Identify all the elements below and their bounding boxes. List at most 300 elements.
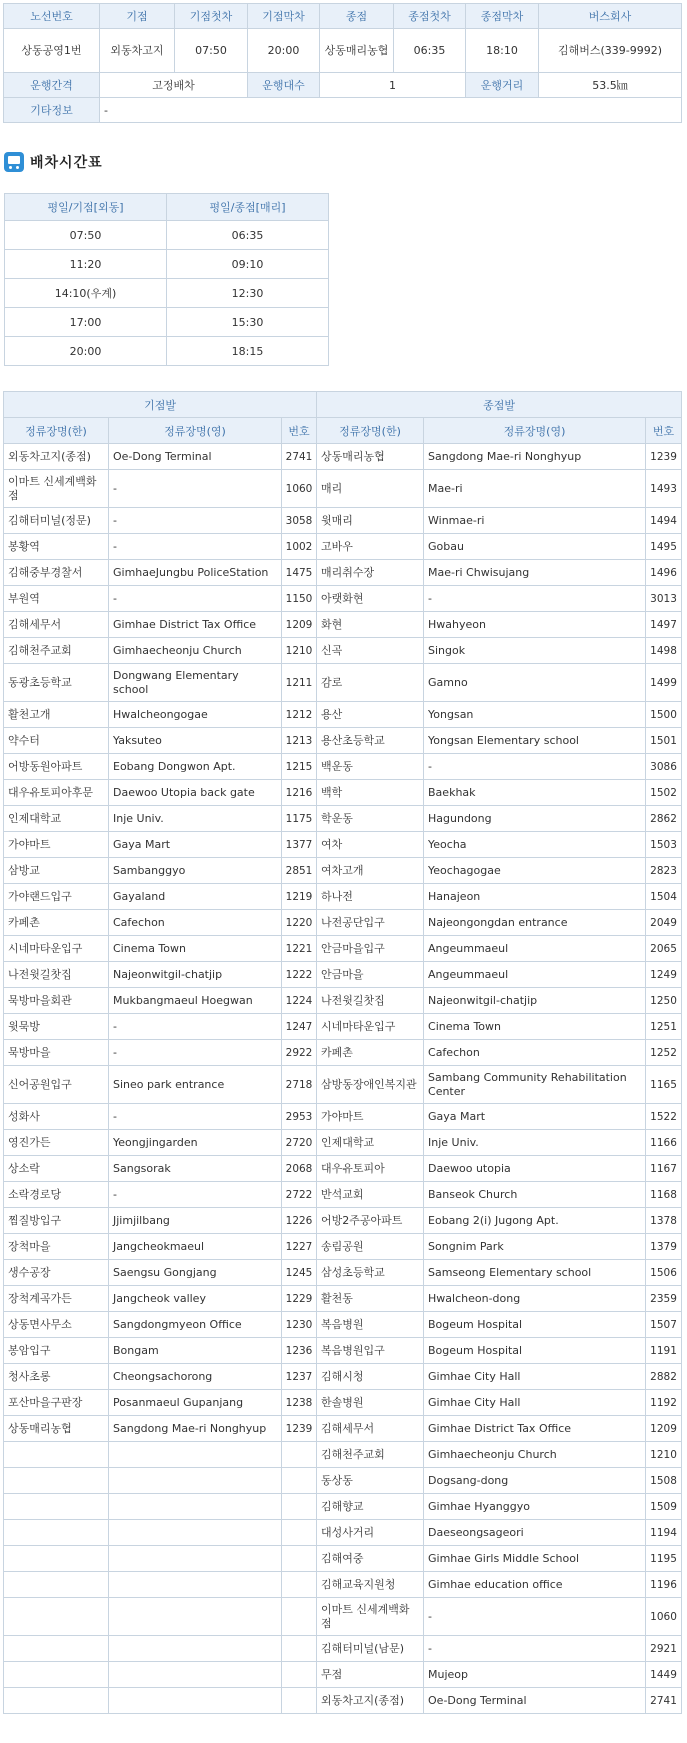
stop-row [4, 780, 682, 806]
route-number: 상동공영1번 [4, 29, 100, 73]
col-terminus-en-name: 정류장명(영) [424, 418, 646, 444]
terminus-stop-number: 1504 [646, 884, 682, 910]
terminus-stop-kr-name: 어방2주공아파트 [317, 1208, 424, 1234]
origin-stop-en-name: Jangcheok valley [109, 1286, 282, 1312]
terminus-stop-kr-name: 용산 [317, 702, 424, 728]
terminus-stop-en-name: Yeochagogae [424, 858, 646, 884]
origin-stop-en-name: Gimhaecheonju Church [109, 638, 282, 664]
terminus-stop-kr-name: 인제대학교 [317, 1130, 424, 1156]
terminus-stop-en-name: Mae-ri [424, 470, 646, 508]
origin-stop-kr-name: 청사초롱 [4, 1364, 109, 1390]
origin-stop-en-name [109, 1662, 282, 1688]
terminus-stop-kr-name: 송림공원 [317, 1234, 424, 1260]
origin-departure-header: 기점발 [4, 392, 317, 418]
origin-stop-kr-name: 상동면사무소 [4, 1312, 109, 1338]
terminus-stop-en-name: Hanajeon [424, 884, 646, 910]
terminus-time-row [167, 279, 329, 308]
terminus-stop-kr-name: 무점 [317, 1662, 424, 1688]
terminus-stop-number: 1499 [646, 664, 682, 702]
origin-stop-en-name: Cinema Town [109, 936, 282, 962]
terminus-stop-number: 1060 [646, 1598, 682, 1636]
terminus-stop-en-name: Bogeum Hospital [424, 1312, 646, 1338]
stop-row [4, 702, 682, 728]
stop-row [4, 638, 682, 664]
terminus-stop-number: 1493 [646, 470, 682, 508]
stop-row [4, 1636, 682, 1662]
origin-stop-kr-name: 소락경로당 [4, 1182, 109, 1208]
origin-stop-number [282, 1442, 317, 1468]
terminus-stop-number: 1507 [646, 1312, 682, 1338]
stop-row [4, 534, 682, 560]
stop-row [4, 612, 682, 638]
terminus-time-row [167, 308, 329, 337]
terminus-stop-en-name: Yeocha [424, 832, 646, 858]
header-bus-company: 버스회사 [539, 4, 682, 29]
col-origin-number: 번호 [282, 418, 317, 444]
origin-stop-en-name: - [109, 1014, 282, 1040]
stop-row [4, 1662, 682, 1688]
terminus-stop-en-name: Gaya Mart [424, 1104, 646, 1130]
origin-timetable [4, 193, 167, 366]
terminus-stop-kr-name: 상동매리농협 [317, 444, 424, 470]
origin-stop-kr-name: 봉황역 [4, 534, 109, 560]
origin-stop-en-name: Daewoo Utopia back gate [109, 780, 282, 806]
terminus-stop-number: 2065 [646, 936, 682, 962]
origin-name: 외동차고지 [100, 29, 175, 73]
terminus-stop-en-name: Gimhae City Hall [424, 1390, 646, 1416]
terminus-timetable [166, 193, 329, 366]
terminus-stop-number: 1501 [646, 728, 682, 754]
origin-time-row [5, 279, 167, 308]
terminus-stop-en-name: Gamno [424, 664, 646, 702]
origin-stop-en-name: Yeongjingarden [109, 1130, 282, 1156]
origin-stop-kr-name [4, 1662, 109, 1688]
terminus-stop-kr-name: 김해천주교회 [317, 1442, 424, 1468]
origin-stop-en-name: Eobang Dongwon Apt. [109, 754, 282, 780]
terminus-stop-en-name: Cinema Town [424, 1014, 646, 1040]
stop-row [4, 508, 682, 534]
stop-row [4, 586, 682, 612]
terminus-stop-kr-name: 매리 [317, 470, 424, 508]
origin-stop-en-name: - [109, 470, 282, 508]
origin-stop-kr-name: 외동차고지(종점) [4, 444, 109, 470]
origin-stop-kr-name: 나전윗길찻집 [4, 962, 109, 988]
terminus-stop-number: 1502 [646, 780, 682, 806]
route-info-table [3, 3, 682, 123]
origin-departure-time: 20:00 [5, 337, 167, 366]
stop-row [4, 1494, 682, 1520]
terminus-stop-number: 1522 [646, 1104, 682, 1130]
terminus-stop-number: 1210 [646, 1442, 682, 1468]
terminus-stop-en-name: Yongsan [424, 702, 646, 728]
terminus-stop-kr-name: 외동차고지(종점) [317, 1688, 424, 1714]
terminus-stop-kr-name: 대성사거리 [317, 1520, 424, 1546]
header-origin-first: 기점첫차 [175, 4, 248, 29]
origin-stop-number: 1209 [282, 612, 317, 638]
terminus-stop-en-name: Cafechon [424, 1040, 646, 1066]
terminus-stop-en-name: Eobang 2(i) Jugong Apt. [424, 1208, 646, 1234]
origin-timetable-header: 평일/기점[외동] [5, 194, 167, 221]
origin-stop-kr-name: 김해천주교회 [4, 638, 109, 664]
origin-stop-number: 1002 [282, 534, 317, 560]
origin-stop-en-name [109, 1572, 282, 1598]
origin-stop-kr-name: 약수터 [4, 728, 109, 754]
terminus-stop-number: 1252 [646, 1040, 682, 1066]
col-terminus-number: 번호 [646, 418, 682, 444]
stop-row [4, 1312, 682, 1338]
origin-stop-kr-name: 가야마트 [4, 832, 109, 858]
origin-departure-time: 11:20 [5, 250, 167, 279]
stop-row [4, 1156, 682, 1182]
terminus-stop-en-name: Gimhae Girls Middle School [424, 1546, 646, 1572]
terminus-last-time: 18:10 [466, 29, 539, 73]
origin-stop-kr-name [4, 1494, 109, 1520]
terminus-stop-en-name: Hwahyeon [424, 612, 646, 638]
origin-stop-kr-name: 활천고개 [4, 702, 109, 728]
origin-stop-number: 3058 [282, 508, 317, 534]
stop-row [4, 1234, 682, 1260]
terminus-stop-number: 1497 [646, 612, 682, 638]
origin-stop-number: 1222 [282, 962, 317, 988]
terminus-stop-kr-name: 한솔병원 [317, 1390, 424, 1416]
terminus-stop-number: 1379 [646, 1234, 682, 1260]
terminus-stop-kr-name: 신곡 [317, 638, 424, 664]
origin-stop-number: 1060 [282, 470, 317, 508]
stop-row [4, 1182, 682, 1208]
terminus-stop-kr-name: 삼성초등학교 [317, 1260, 424, 1286]
col-origin-en-name: 정류장명(영) [109, 418, 282, 444]
stop-row [4, 664, 682, 702]
terminus-stop-en-name: Hagundong [424, 806, 646, 832]
origin-stop-kr-name [4, 1598, 109, 1636]
stop-column-header-row [4, 418, 682, 444]
terminus-stop-kr-name: 김해세무서 [317, 1416, 424, 1442]
terminus-stop-en-name: Gimhae Hyanggyo [424, 1494, 646, 1520]
terminus-stop-kr-name: 학운동 [317, 806, 424, 832]
origin-stop-number: 1212 [282, 702, 317, 728]
terminus-stop-kr-name: 복음병원입구 [317, 1338, 424, 1364]
stop-row [4, 444, 682, 470]
origin-stop-kr-name: 장척계곡가든 [4, 1286, 109, 1312]
origin-stop-number [282, 1662, 317, 1688]
origin-stop-kr-name: 김해세무서 [4, 612, 109, 638]
stop-row [4, 728, 682, 754]
origin-stop-en-name: - [109, 534, 282, 560]
terminus-stop-kr-name: 김해시청 [317, 1364, 424, 1390]
terminus-departure-time: 18:15 [167, 337, 329, 366]
origin-stop-en-name: Inje Univ. [109, 806, 282, 832]
terminus-stop-en-name: Mujeop [424, 1662, 646, 1688]
terminus-stop-en-name: - [424, 1598, 646, 1636]
origin-stop-number: 1226 [282, 1208, 317, 1234]
origin-stop-number [282, 1598, 317, 1636]
terminus-time-row [167, 221, 329, 250]
terminus-stop-kr-name: 안금마을 [317, 962, 424, 988]
origin-stop-en-name: Saengsu Gongjang [109, 1260, 282, 1286]
origin-departure-time: 14:10(우계) [5, 279, 167, 308]
origin-stop-number: 1227 [282, 1234, 317, 1260]
origin-stop-kr-name: 찜질방입구 [4, 1208, 109, 1234]
origin-stop-en-name: Cheongsachorong [109, 1364, 282, 1390]
stop-row [4, 1260, 682, 1286]
origin-stop-number: 1220 [282, 910, 317, 936]
terminus-stop-en-name: Angeummaeul [424, 962, 646, 988]
header-origin: 기점 [100, 4, 175, 29]
origin-stop-kr-name [4, 1468, 109, 1494]
origin-stop-en-name: Posanmaeul Gupanjang [109, 1390, 282, 1416]
terminus-time-row [167, 337, 329, 366]
stop-row [4, 1104, 682, 1130]
terminus-stop-number: 1251 [646, 1014, 682, 1040]
terminus-stop-number: 1449 [646, 1662, 682, 1688]
terminus-stop-kr-name: 고바우 [317, 534, 424, 560]
origin-stop-kr-name [4, 1688, 109, 1714]
origin-stop-number: 1238 [282, 1390, 317, 1416]
terminus-stop-number: 1192 [646, 1390, 682, 1416]
origin-stop-kr-name: 상소락 [4, 1156, 109, 1182]
terminus-stop-en-name: Najeonwitgil-chatjip [424, 988, 646, 1014]
stop-row [4, 1572, 682, 1598]
origin-stop-number [282, 1546, 317, 1572]
origin-stop-kr-name [4, 1572, 109, 1598]
terminus-stop-kr-name: 김해향교 [317, 1494, 424, 1520]
terminus-stop-en-name: Daewoo utopia [424, 1156, 646, 1182]
terminus-stop-number: 2921 [646, 1636, 682, 1662]
origin-stop-number: 1230 [282, 1312, 317, 1338]
route-info-other-row [4, 98, 682, 123]
terminus-stop-number: 1509 [646, 1494, 682, 1520]
origin-stop-number: 1245 [282, 1260, 317, 1286]
origin-stop-kr-name [4, 1546, 109, 1572]
origin-stop-kr-name: 삼방교 [4, 858, 109, 884]
stop-row [4, 560, 682, 586]
terminus-stop-number: 1249 [646, 962, 682, 988]
origin-stop-number: 2720 [282, 1130, 317, 1156]
origin-stop-number: 2922 [282, 1040, 317, 1066]
terminus-stop-en-name: Yongsan Elementary school [424, 728, 646, 754]
terminus-stop-en-name: Gimhae District Tax Office [424, 1416, 646, 1442]
terminus-stop-en-name: Angeummaeul [424, 936, 646, 962]
origin-stop-kr-name: 윗묵방 [4, 1014, 109, 1040]
terminus-stop-kr-name: 매리취수장 [317, 560, 424, 586]
terminus-stop-en-name: Dogsang-dong [424, 1468, 646, 1494]
origin-stop-kr-name [4, 1520, 109, 1546]
terminus-stop-en-name: - [424, 586, 646, 612]
terminus-stop-en-name: - [424, 1636, 646, 1662]
terminus-stop-kr-name: 이마트 신세계백화점 [317, 1598, 424, 1636]
origin-stop-number: 1211 [282, 664, 317, 702]
vehicle-count-label: 운행대수 [248, 73, 320, 98]
timetable-section-title [4, 151, 103, 173]
origin-stop-number: 1150 [282, 586, 317, 612]
terminus-stop-kr-name: 동상동 [317, 1468, 424, 1494]
terminus-stop-kr-name: 김해터미널(남문) [317, 1636, 424, 1662]
origin-stop-en-name [109, 1598, 282, 1636]
origin-stop-kr-name: 상동매리농협 [4, 1416, 109, 1442]
origin-stop-kr-name: 시네마타운입구 [4, 936, 109, 962]
terminus-timetable-header: 평일/종점[매리] [167, 194, 329, 221]
terminus-stop-number: 1498 [646, 638, 682, 664]
terminus-stop-en-name: Gimhaecheonju Church [424, 1442, 646, 1468]
stop-row [4, 1338, 682, 1364]
terminus-stop-number: 1196 [646, 1572, 682, 1598]
terminus-stop-number: 3013 [646, 586, 682, 612]
origin-stop-number: 1221 [282, 936, 317, 962]
terminus-stop-number: 1195 [646, 1546, 682, 1572]
origin-stop-kr-name: 생수공장 [4, 1260, 109, 1286]
terminus-stop-kr-name: 가야마트 [317, 1104, 424, 1130]
terminus-stop-kr-name: 김해교육지원청 [317, 1572, 424, 1598]
origin-stop-en-name: Gimhae District Tax Office [109, 612, 282, 638]
origin-time-row [5, 221, 167, 250]
terminus-stop-en-name: Songnim Park [424, 1234, 646, 1260]
origin-stop-kr-name: 어방동원아파트 [4, 754, 109, 780]
origin-stop-kr-name: 봉암입구 [4, 1338, 109, 1364]
terminus-stop-number: 3086 [646, 754, 682, 780]
origin-stop-number [282, 1636, 317, 1662]
origin-stop-en-name: - [109, 1104, 282, 1130]
route-info-operation-row [4, 73, 682, 98]
terminus-stop-number: 1194 [646, 1520, 682, 1546]
stop-row [4, 1040, 682, 1066]
origin-stop-kr-name: 성화사 [4, 1104, 109, 1130]
header-terminus: 종점 [320, 4, 394, 29]
col-terminus-kr-name: 정류장명(한) [317, 418, 424, 444]
other-info-label: 기타정보 [4, 98, 100, 123]
origin-stop-kr-name [4, 1442, 109, 1468]
origin-stop-kr-name: 김해터미널(정문) [4, 508, 109, 534]
terminus-stop-kr-name: 백운동 [317, 754, 424, 780]
terminus-stop-kr-name: 안금마을입구 [317, 936, 424, 962]
terminus-stop-number: 1168 [646, 1182, 682, 1208]
vehicle-count-value: 1 [320, 73, 466, 98]
origin-stop-en-name: Cafechon [109, 910, 282, 936]
origin-stop-number: 2741 [282, 444, 317, 470]
origin-stop-number [282, 1520, 317, 1546]
origin-stop-number: 2718 [282, 1066, 317, 1104]
origin-stop-number: 2851 [282, 858, 317, 884]
route-info-value-row [4, 29, 682, 73]
origin-stop-kr-name: 대우유토피아후문 [4, 780, 109, 806]
origin-stop-en-name [109, 1520, 282, 1546]
terminus-stop-en-name: Inje Univ. [424, 1130, 646, 1156]
stop-row [4, 1208, 682, 1234]
origin-stop-kr-name: 장척마을 [4, 1234, 109, 1260]
terminus-stop-kr-name: 김해여중 [317, 1546, 424, 1572]
terminus-stop-en-name: Gobau [424, 534, 646, 560]
route-info-header-row [4, 4, 682, 29]
origin-stop-en-name: Jangcheokmaeul [109, 1234, 282, 1260]
origin-stop-en-name: Sangdong Mae-ri Nonghyup [109, 1416, 282, 1442]
origin-stop-kr-name: 가야랜드입구 [4, 884, 109, 910]
terminus-stop-en-name: Oe-Dong Terminal [424, 1688, 646, 1714]
stop-row [4, 1520, 682, 1546]
stop-row [4, 1442, 682, 1468]
header-terminus-first: 종점첫차 [394, 4, 466, 29]
origin-last-time: 20:00 [248, 29, 320, 73]
stop-row [4, 470, 682, 508]
origin-stop-kr-name: 동광초등학교 [4, 664, 109, 702]
terminus-stop-number: 2359 [646, 1286, 682, 1312]
stop-row [4, 754, 682, 780]
terminus-departure-header: 종점발 [317, 392, 682, 418]
origin-stop-number: 1219 [282, 884, 317, 910]
terminus-stop-kr-name: 나전공단입구 [317, 910, 424, 936]
terminus-stop-number: 1167 [646, 1156, 682, 1182]
origin-stop-en-name: GimhaeJungbu PoliceStation [109, 560, 282, 586]
origin-stop-en-name: Sangdongmyeon Office [109, 1312, 282, 1338]
origin-stop-kr-name: 부원역 [4, 586, 109, 612]
stop-row [4, 1688, 682, 1714]
stop-group-header-row [4, 392, 682, 418]
origin-time-row [5, 308, 167, 337]
stop-list-table [3, 391, 682, 1714]
stop-row [4, 1014, 682, 1040]
terminus-stop-en-name: Najeongongdan entrance [424, 910, 646, 936]
terminus-stop-kr-name: 시네마타운입구 [317, 1014, 424, 1040]
terminus-stop-kr-name: 나전윗길찻집 [317, 988, 424, 1014]
terminus-stop-kr-name: 아랫화현 [317, 586, 424, 612]
origin-stop-number [282, 1468, 317, 1494]
terminus-departure-time: 09:10 [167, 250, 329, 279]
origin-stop-en-name [109, 1688, 282, 1714]
origin-stop-en-name: Jjimjilbang [109, 1208, 282, 1234]
origin-stop-en-name [109, 1636, 282, 1662]
origin-stop-number: 1175 [282, 806, 317, 832]
terminus-first-time: 06:35 [394, 29, 466, 73]
terminus-stop-en-name: Banseok Church [424, 1182, 646, 1208]
terminus-stop-number: 1378 [646, 1208, 682, 1234]
origin-stop-en-name: - [109, 586, 282, 612]
origin-stop-en-name: Sambanggyo [109, 858, 282, 884]
timetable-title: 배차시간표 [30, 155, 103, 171]
header-origin-last: 기점막차 [248, 4, 320, 29]
origin-stop-number: 1237 [282, 1364, 317, 1390]
origin-stop-en-name: Dongwang Elementary school [109, 664, 282, 702]
terminus-stop-kr-name: 삼방동장애인복지관 [317, 1066, 424, 1104]
origin-stop-number: 1229 [282, 1286, 317, 1312]
terminus-stop-en-name: Daeseongsageori [424, 1520, 646, 1546]
origin-stop-number: 1216 [282, 780, 317, 806]
origin-stop-en-name: Yaksuteo [109, 728, 282, 754]
stop-row [4, 910, 682, 936]
terminus-stop-number: 1495 [646, 534, 682, 560]
stop-row [4, 1468, 682, 1494]
terminus-stop-kr-name: 용산초등학교 [317, 728, 424, 754]
terminus-stop-kr-name: 여차고개 [317, 858, 424, 884]
origin-stop-number: 1236 [282, 1338, 317, 1364]
terminus-stop-en-name: Sangdong Mae-ri Nonghyup [424, 444, 646, 470]
origin-stop-number: 2722 [282, 1182, 317, 1208]
terminus-stop-number: 1191 [646, 1338, 682, 1364]
origin-stop-en-name: Sineo park entrance [109, 1066, 282, 1104]
terminus-stop-en-name: Bogeum Hospital [424, 1338, 646, 1364]
stop-row [4, 1286, 682, 1312]
origin-stop-kr-name: 김해중부경찰서 [4, 560, 109, 586]
terminus-stop-en-name: Baekhak [424, 780, 646, 806]
interval-label: 운행간격 [4, 73, 100, 98]
origin-time-row [5, 250, 167, 279]
terminus-stop-number: 2741 [646, 1688, 682, 1714]
stop-row [4, 1066, 682, 1104]
terminus-stop-number: 1500 [646, 702, 682, 728]
origin-stop-number: 2068 [282, 1156, 317, 1182]
origin-stop-kr-name: 묵방마을 [4, 1040, 109, 1066]
terminus-departure-time: 06:35 [167, 221, 329, 250]
origin-stop-en-name: - [109, 508, 282, 534]
terminus-stop-kr-name: 여차 [317, 832, 424, 858]
terminus-stop-en-name: Samseong Elementary school [424, 1260, 646, 1286]
